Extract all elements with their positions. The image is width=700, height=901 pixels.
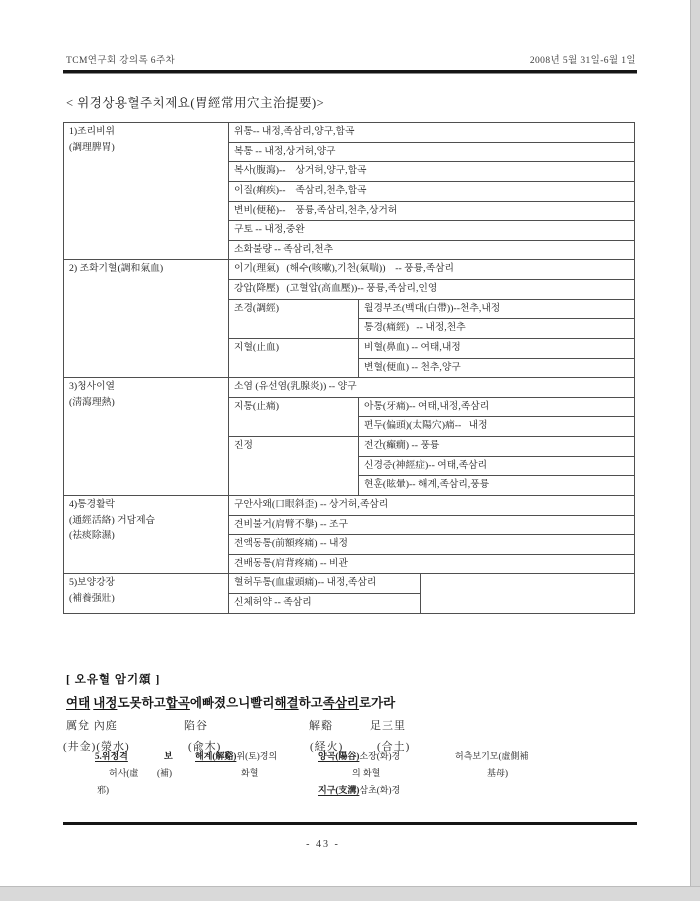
hanja-point-name: 厲兌 內庭 — [66, 720, 118, 732]
page-number: - 43 - — [306, 839, 340, 850]
category-cell — [64, 495, 229, 574]
note-col2-line: (補) — [157, 768, 172, 778]
category-line: 1)조리비위 — [69, 126, 116, 137]
verse-point: 합곡 — [165, 696, 190, 710]
hanja-point-name: 解谿 — [309, 720, 333, 732]
five-element-label: (兪木) — [188, 741, 222, 753]
cell — [229, 280, 635, 300]
cell — [359, 397, 635, 417]
sub-category-cell — [229, 437, 359, 496]
cell — [359, 358, 635, 378]
category-cell — [64, 574, 229, 614]
cell — [229, 201, 635, 221]
indication-text: 혈허두통(血虛頭痛)-- 내정,족삼리 — [234, 577, 377, 589]
category-line: (通經活絡) 거담제습 — [69, 514, 156, 526]
note-text: 삼초(화)경 — [359, 785, 401, 795]
verse-point: 해결 — [274, 696, 299, 710]
indication-text: 복사(腹瀉)-- 상거허,양구,합곡 — [234, 165, 367, 177]
note-col1-line: 邪) — [97, 785, 109, 795]
note-col3-line: 화혈 — [241, 768, 259, 778]
indication-text: 변혈(便血) -- 천추,양구 — [364, 361, 461, 373]
hanja-point-name: 陷谷 — [184, 720, 208, 732]
hanja-point-name: 足三里 — [370, 720, 406, 732]
cell — [359, 437, 635, 457]
empty-cell — [421, 574, 635, 614]
indication-text: 견비불거(肩臂不擧) -- 조구 — [234, 518, 348, 530]
cell — [359, 338, 635, 358]
mnemonic-verse — [66, 693, 395, 711]
cell — [229, 221, 635, 241]
note-col5-line: 基母) — [487, 768, 508, 778]
cell — [229, 240, 635, 260]
note-point-underlined: 해계(解谿) — [195, 751, 237, 761]
cell — [359, 476, 635, 496]
cell — [229, 574, 421, 594]
note-col2-line: 보 — [164, 751, 173, 761]
header-date: 2008년 5월 31일-6월 1일 — [529, 56, 636, 66]
indication-text: 신체허약 -- 족삼리 — [234, 597, 312, 608]
category-line: (祛痰除濕) — [69, 530, 115, 542]
category-line: (淸瀉理熱) — [69, 396, 115, 408]
mnemonic-heading: [ 오유혈 암기頌 ] — [66, 674, 161, 686]
category-cell — [64, 260, 229, 378]
cell — [359, 319, 635, 339]
sub-category-text: 조경(調經) — [234, 302, 280, 314]
cell — [229, 594, 421, 614]
verse-text: 에빠졌으니빨리 — [189, 696, 275, 710]
scan-page-edge — [690, 0, 700, 900]
header-divider — [63, 70, 637, 73]
five-element-label: (井金)(滎水) — [63, 741, 130, 753]
cell — [229, 260, 635, 280]
cell — [229, 535, 635, 555]
indication-text: 현훈(眩暈)-- 해계,족삼리,풍륭 — [364, 479, 490, 491]
indication-text: 소화불량 -- 족삼리,천추 — [234, 243, 334, 255]
sub-category-cell — [229, 299, 359, 338]
indication-text: 소염 (유선염(乳腺炎)) -- 양구 — [234, 381, 357, 393]
verse-text: 로가라 — [358, 696, 396, 710]
category-cell — [64, 378, 229, 496]
cell — [229, 378, 635, 398]
indication-text: 신경증(神經症)-- 여태,족삼리 — [364, 459, 488, 471]
category-line: 3)청사이열 — [69, 381, 116, 393]
indication-text: 전액동통(前額疼痛) -- 내정 — [234, 538, 348, 550]
sub-category-text: 지통(止痛) — [234, 400, 280, 412]
note-point-underlined: 지구(支溝) — [318, 785, 360, 795]
indication-text: 변비(便秘)-- 풍륭,족삼리,천추,상거허 — [234, 204, 398, 216]
main-table — [63, 122, 635, 614]
note-col4-line — [318, 786, 400, 796]
note-col5-line: 허측보기모(虛側補 — [455, 751, 529, 761]
indication-text: 구토 -- 내정,중완 — [234, 224, 305, 236]
cell — [229, 515, 635, 535]
category-line: (補養强壯) — [69, 593, 115, 605]
indication-text: 견배동통(肩背疼痛) -- 비관 — [234, 557, 348, 569]
indication-text: 강압(降壓) (고혈압(高血壓))-- 풍륭,족삼리,인영 — [234, 283, 438, 294]
indication-text: 통경(痛經) -- 내정,천추 — [364, 322, 466, 334]
indication-text: 편두(偏頭)(太陽穴)痛-- 내정 — [364, 420, 488, 432]
verse-point: 족삼리 — [322, 696, 359, 710]
cell — [359, 417, 635, 437]
note-text: 소장(화)경 — [359, 751, 401, 761]
cell — [229, 162, 635, 182]
verse-text: 도못하고 — [117, 696, 166, 710]
note-point-underlined: 양곡(陽谷) — [318, 751, 360, 761]
five-element-label: (経火) — [310, 741, 344, 753]
sub-category-cell — [229, 397, 359, 436]
cell — [229, 142, 635, 162]
category-line: (調理脾胃) — [69, 141, 115, 153]
scan-page-edge — [0, 886, 700, 901]
indication-text: 월경부조(백대(白帶))--천추,내정 — [364, 302, 501, 314]
five-element-label: (合土) — [377, 741, 411, 753]
indication-text: 위통-- 내정,족삼리,양구,합곡 — [234, 126, 355, 137]
indication-text: 이질(痢疾)-- 족삼리,천추,합곡 — [234, 184, 367, 196]
indication-text: 전간(癲癇) -- 풍륭 — [364, 440, 440, 451]
note-col4-line: 의 화혈 — [352, 768, 381, 778]
sub-category-text: 지혈(止血) — [234, 341, 280, 353]
category-line: 5)보양강장 — [69, 577, 116, 589]
note-col1-line: 허사(虛 — [109, 768, 139, 778]
cell — [229, 181, 635, 201]
verse-text: 하고 — [298, 696, 323, 710]
cell — [229, 554, 635, 574]
indication-text: 비혈(鼻血) -- 여태,내정 — [364, 341, 461, 353]
note-col3-line — [195, 752, 277, 762]
indication-text: 구안사왜(口眼斜歪) -- 상거허,족삼리 — [234, 498, 389, 510]
cell — [229, 123, 635, 143]
page-title: < 위경상용혈주치제요(胃經常用穴主治提要)> — [66, 96, 325, 110]
category-cell — [64, 123, 229, 260]
note-col1-title: 5.위정격 — [95, 751, 128, 761]
header-course-title: TCM연구회 강의록 6주차 — [66, 56, 176, 66]
note-col4-line — [318, 752, 400, 762]
cell — [359, 299, 635, 319]
category-line: 4)통경활락 — [69, 498, 116, 510]
indication-text: 아통(牙痛)-- 여태,내정,족삼리 — [364, 400, 490, 412]
verse-point: 여태 — [66, 696, 91, 710]
indication-text: 이기(理氣) (해수(咳嗽),기천(氣喘)) -- 풍륭,족삼리 — [234, 263, 454, 275]
footer-divider — [63, 822, 637, 825]
sub-category-text: 진정 — [234, 440, 253, 451]
note-text: 위(토)경의 — [236, 751, 278, 761]
verse-point: 내정 — [93, 696, 118, 710]
category-line: 2) 조화기혈(調和氣血) — [69, 263, 164, 275]
cell — [359, 456, 635, 476]
indication-text: 복통 -- 내정,상거허,양구 — [234, 145, 336, 157]
cell — [229, 495, 635, 515]
sub-category-cell — [229, 338, 359, 377]
